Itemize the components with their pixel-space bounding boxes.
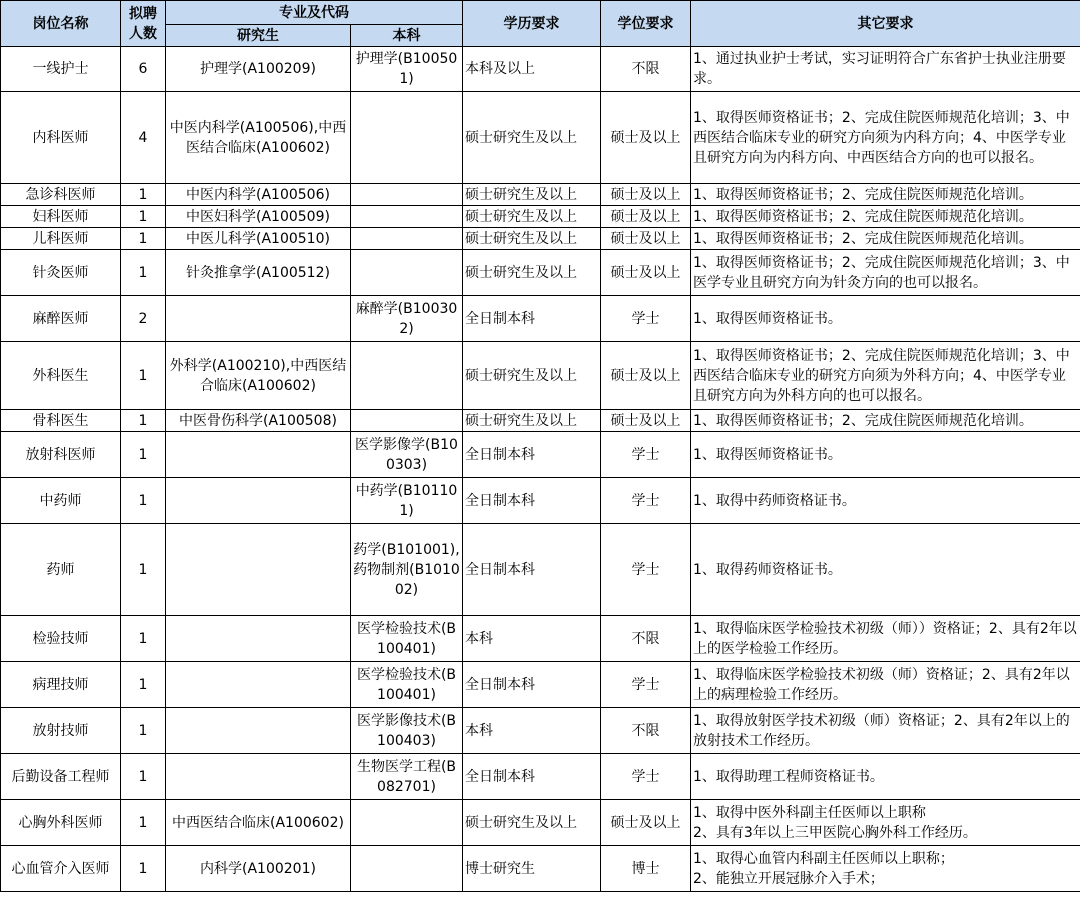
cell-degree: 硕士及以上 — [601, 184, 691, 206]
cell-degree: 硕士及以上 — [601, 228, 691, 250]
cell-graduate-major: 中医儿科学(A100510) — [166, 228, 351, 250]
cell-education: 硕士研究生及以上 — [463, 250, 601, 296]
cell-graduate-major: 中医内科学(A100506) — [166, 184, 351, 206]
cell-undergrad-major — [351, 250, 463, 296]
cell-undergrad-major: 药学(B101001),药物制剂(B101002) — [351, 524, 463, 616]
cell-position: 放射科医师 — [1, 432, 121, 478]
cell-undergrad-major — [351, 342, 463, 410]
cell-undergrad-major: 医学检验技术(B100401) — [351, 616, 463, 662]
cell-graduate-major: 中医妇科学(A100509) — [166, 206, 351, 228]
cell-count: 1 — [121, 250, 166, 296]
cell-degree: 学士 — [601, 296, 691, 342]
cell-graduate-major: 内科学(A100201) — [166, 846, 351, 892]
table-row — [1, 800, 1080, 846]
cell-other-requirements: 1、取得心血管内科副主任医师以上职称； 2、能独立开展冠脉介入手术； — [691, 846, 1080, 892]
cell-degree: 学士 — [601, 754, 691, 800]
header-other: 其它要求 — [691, 1, 1080, 47]
cell-graduate-major — [166, 524, 351, 616]
cell-count: 1 — [121, 410, 166, 432]
table-row — [1, 92, 1080, 184]
header-degree: 学位要求 — [601, 1, 691, 47]
table-row — [1, 754, 1080, 800]
cell-education: 硕士研究生及以上 — [463, 92, 601, 184]
cell-degree: 学士 — [601, 524, 691, 616]
cell-undergrad-major — [351, 800, 463, 846]
cell-education: 全日制本科 — [463, 432, 601, 478]
cell-degree: 博士 — [601, 846, 691, 892]
cell-position: 妇科医师 — [1, 206, 121, 228]
cell-other-requirements: 1、取得助理工程师资格证书。 — [691, 754, 1080, 800]
cell-graduate-major — [166, 616, 351, 662]
cell-degree: 硕士及以上 — [601, 206, 691, 228]
cell-count: 1 — [121, 342, 166, 410]
cell-position: 急诊科医师 — [1, 184, 121, 206]
cell-position: 中药师 — [1, 478, 121, 524]
cell-position: 心胸外科医师 — [1, 800, 121, 846]
cell-position: 麻醉医师 — [1, 296, 121, 342]
cell-education: 本科 — [463, 708, 601, 754]
cell-education: 硕士研究生及以上 — [463, 410, 601, 432]
cell-count: 1 — [121, 754, 166, 800]
cell-education: 全日制本科 — [463, 296, 601, 342]
table-row — [1, 184, 1080, 206]
cell-undergrad-major — [351, 184, 463, 206]
cell-undergrad-major: 中药学(B101101) — [351, 478, 463, 524]
cell-other-requirements: 1、取得临床医学检验技术初级（师））资格证；2、具有2年以上的医学检验工作经历。 — [691, 616, 1080, 662]
cell-graduate-major: 中西医结合临床(A100602) — [166, 800, 351, 846]
cell-graduate-major: 护理学(A100209) — [166, 47, 351, 92]
cell-other-requirements: 1、取得医师资格证书。 — [691, 432, 1080, 478]
table-row — [1, 662, 1080, 708]
table-row — [1, 432, 1080, 478]
cell-other-requirements: 1、取得中医外科副主任医师以上职称 2、具有3年以上三甲医院心胸外科工作经历。 — [691, 800, 1080, 846]
cell-education: 博士研究生 — [463, 846, 601, 892]
cell-education: 硕士研究生及以上 — [463, 184, 601, 206]
cell-count: 1 — [121, 708, 166, 754]
table-body — [1, 47, 1080, 892]
table-row — [1, 708, 1080, 754]
cell-count: 2 — [121, 296, 166, 342]
cell-position: 内科医师 — [1, 92, 121, 184]
cell-graduate-major — [166, 432, 351, 478]
cell-position: 心血管介入医师 — [1, 846, 121, 892]
cell-undergrad-major — [351, 92, 463, 184]
cell-other-requirements: 1、取得医师资格证书；2、完成住院医师规范化培训。 — [691, 184, 1080, 206]
cell-graduate-major — [166, 754, 351, 800]
cell-position: 儿科医师 — [1, 228, 121, 250]
table-row — [1, 616, 1080, 662]
cell-undergrad-major — [351, 410, 463, 432]
header-major-code: 专业及代码 — [166, 1, 463, 25]
cell-undergrad-major — [351, 206, 463, 228]
cell-position: 骨科医生 — [1, 410, 121, 432]
cell-other-requirements: 1、取得医师资格证书；2、完成住院医师规范化培训；3、中医学专业且研究方向为针灸方向的也可以报名。 — [691, 250, 1080, 296]
cell-degree: 硕士及以上 — [601, 342, 691, 410]
cell-degree: 硕士及以上 — [601, 250, 691, 296]
table-row — [1, 342, 1080, 410]
cell-degree: 学士 — [601, 478, 691, 524]
cell-degree: 硕士及以上 — [601, 410, 691, 432]
cell-other-requirements: 1、取得中药师资格证书。 — [691, 478, 1080, 524]
cell-graduate-major — [166, 296, 351, 342]
cell-other-requirements: 1、取得医师资格证书；2、完成住院医师规范化培训；3、中西医结合临床专业的研究方向须为内科方向；4、中医学专业且研究方向为内科方向、中西医结合方向的也可以报名。 — [691, 92, 1080, 184]
cell-other-requirements: 1、通过执业护士考试，实习证明符合广东省护士执业注册要求。 — [691, 47, 1080, 92]
header-count: 拟聘人数 — [121, 1, 166, 47]
cell-position: 一线护士 — [1, 47, 121, 92]
table-row — [1, 250, 1080, 296]
cell-position: 后勤设备工程师 — [1, 754, 121, 800]
cell-undergrad-major — [351, 228, 463, 250]
cell-graduate-major — [166, 708, 351, 754]
cell-count: 1 — [121, 432, 166, 478]
cell-undergrad-major — [351, 846, 463, 892]
cell-undergrad-major: 生物医学工程(B082701) — [351, 754, 463, 800]
cell-education: 本科及以上 — [463, 47, 601, 92]
cell-education: 本科 — [463, 616, 601, 662]
header-position: 岗位名称 — [1, 1, 121, 47]
cell-count: 1 — [121, 524, 166, 616]
table-row — [1, 410, 1080, 432]
cell-position: 放射技师 — [1, 708, 121, 754]
cell-degree: 硕士及以上 — [601, 92, 691, 184]
cell-other-requirements: 1、取得医师资格证书；2、完成住院医师规范化培训。 — [691, 410, 1080, 432]
cell-degree: 学士 — [601, 662, 691, 708]
cell-other-requirements: 1、取得医师资格证书。 — [691, 296, 1080, 342]
cell-other-requirements: 1、取得放射医学技术初级（师）资格证；2、具有2年以上的放射技术工作经历。 — [691, 708, 1080, 754]
cell-graduate-major — [166, 662, 351, 708]
cell-position: 针灸医师 — [1, 250, 121, 296]
table-row — [1, 228, 1080, 250]
cell-degree: 不限 — [601, 616, 691, 662]
table-row — [1, 47, 1080, 92]
cell-undergrad-major: 医学影像学(B100303) — [351, 432, 463, 478]
cell-position: 检验技师 — [1, 616, 121, 662]
cell-undergrad-major: 医学影像技术(B100403) — [351, 708, 463, 754]
table-row — [1, 478, 1080, 524]
cell-graduate-major: 针灸推拿学(A100512) — [166, 250, 351, 296]
header-graduate: 研究生 — [166, 25, 351, 47]
cell-graduate-major — [166, 478, 351, 524]
cell-other-requirements: 1、取得医师资格证书；2、完成住院医师规范化培训；3、中西医结合临床专业的研究方向须为外科方向；4、中医学专业且研究方向为外科方向的也可以报名。 — [691, 342, 1080, 410]
cell-degree: 硕士及以上 — [601, 800, 691, 846]
cell-other-requirements: 1、取得医师资格证书；2、完成住院医师规范化培训。 — [691, 206, 1080, 228]
table-row — [1, 296, 1080, 342]
cell-degree: 学士 — [601, 432, 691, 478]
cell-degree: 不限 — [601, 708, 691, 754]
cell-other-requirements: 1、取得医师资格证书；2、完成住院医师规范化培训。 — [691, 228, 1080, 250]
cell-education: 硕士研究生及以上 — [463, 228, 601, 250]
cell-count: 1 — [121, 616, 166, 662]
cell-position: 药师 — [1, 524, 121, 616]
cell-education: 硕士研究生及以上 — [463, 206, 601, 228]
header-undergrad: 本科 — [351, 25, 463, 47]
cell-count: 1 — [121, 846, 166, 892]
cell-count: 1 — [121, 206, 166, 228]
cell-count: 1 — [121, 662, 166, 708]
table-row — [1, 524, 1080, 616]
cell-undergrad-major: 护理学(B100501) — [351, 47, 463, 92]
cell-count: 1 — [121, 478, 166, 524]
cell-position: 外科医生 — [1, 342, 121, 410]
cell-degree: 不限 — [601, 47, 691, 92]
cell-graduate-major: 中医内科学(A100506),中西医结合临床(A100602) — [166, 92, 351, 184]
cell-education: 硕士研究生及以上 — [463, 800, 601, 846]
cell-other-requirements: 1、取得临床医学检验技术初级（师）资格证；2、具有2年以上的病理检验工作经历。 — [691, 662, 1080, 708]
cell-education: 全日制本科 — [463, 524, 601, 616]
cell-other-requirements: 1、取得药师资格证书。 — [691, 524, 1080, 616]
cell-count: 6 — [121, 47, 166, 92]
cell-graduate-major: 外科学(A100210),中西医结合临床(A100602) — [166, 342, 351, 410]
cell-count: 1 — [121, 184, 166, 206]
cell-education: 全日制本科 — [463, 478, 601, 524]
cell-count: 4 — [121, 92, 166, 184]
cell-count: 1 — [121, 228, 166, 250]
table-row — [1, 206, 1080, 228]
cell-position: 病理技师 — [1, 662, 121, 708]
cell-undergrad-major: 麻醉学(B100302) — [351, 296, 463, 342]
cell-education: 硕士研究生及以上 — [463, 342, 601, 410]
cell-undergrad-major: 医学检验技术(B100401) — [351, 662, 463, 708]
cell-education: 全日制本科 — [463, 662, 601, 708]
cell-count: 1 — [121, 800, 166, 846]
table-row — [1, 846, 1080, 892]
cell-graduate-major: 中医骨伤科学(A100508) — [166, 410, 351, 432]
header-education: 学历要求 — [463, 1, 601, 47]
cell-education: 全日制本科 — [463, 754, 601, 800]
